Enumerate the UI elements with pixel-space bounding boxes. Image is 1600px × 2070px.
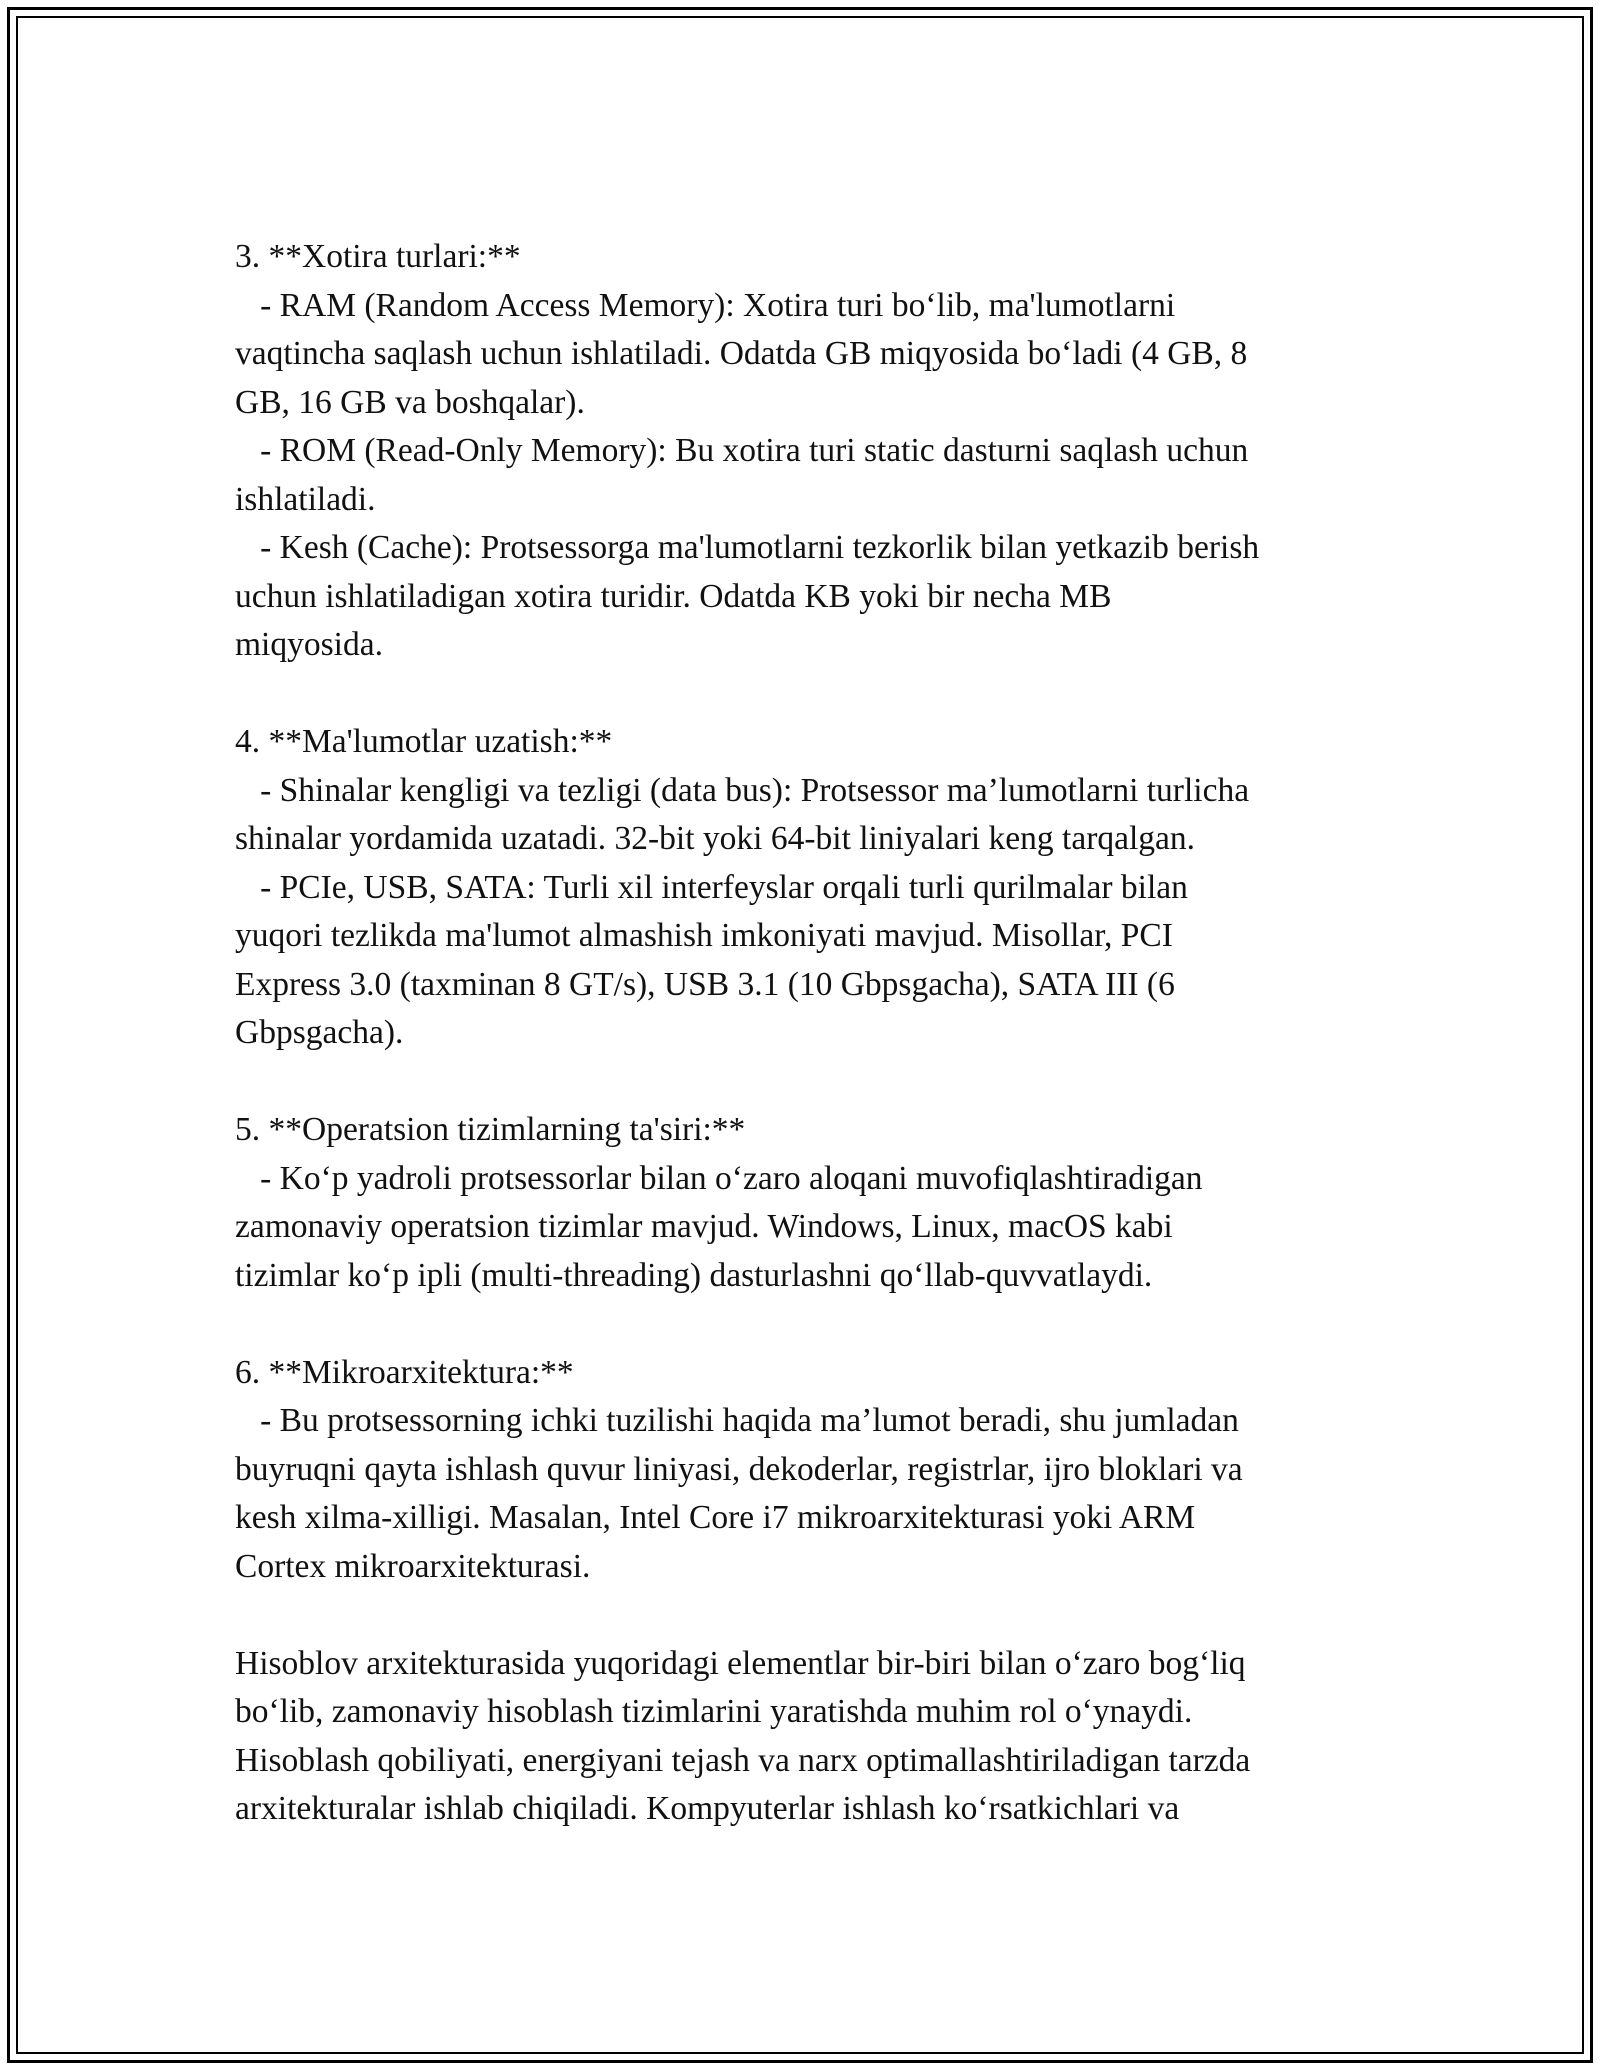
text-line: buyruqni qayta ishlash quvur liniyasi, dekoderlar, registrlar, ijro bloklari va: [235, 1450, 1243, 1488]
text-line: shinalar yordamida uzatadi. 32-bit yoki 64-bit liniyalari keng tarqalgan.: [235, 820, 1196, 857]
text-line: ishlatiladi.: [235, 480, 376, 518]
section-microarchitecture: [235, 1349, 1375, 1592]
section-heading: 6. **Mikroarxitektura:**: [235, 1353, 574, 1391]
text-line: miqyosida.: [235, 626, 383, 663]
section-operating-systems: [235, 1106, 1375, 1300]
section-heading: 5. **Operatsion tizimlarning ta'siri:**: [235, 1111, 746, 1148]
text-line: yuqori tezlikda ma'lumot almashish imkoniyati mavjud. Misollar, PCI: [235, 917, 1173, 954]
text-line: arxitekturalar ishlab chiqiladi. Kompyuterlar ishlash ko‘rsatkichlari va: [235, 1790, 1180, 1827]
section-data-transfer: [235, 718, 1375, 1058]
section-heading: 4. **Ma'lumotlar uzatish:**: [235, 723, 613, 760]
paragraph-gap: [235, 1058, 1375, 1107]
text-line: GB, 16 GB va boshqalar).: [235, 383, 585, 421]
section-heading: 3. **Xotira turlari:**: [235, 238, 521, 275]
text-line: - Bu protsessorning ichki tuzilishi haqida ma’lumot beradi, shu jumladan: [235, 1402, 1239, 1439]
text-line: tizimlar ko‘p ipli (multi-threading) dasturlashni qo‘llab-quvvatlaydi.: [235, 1256, 1153, 1294]
document-body: [235, 233, 1375, 1834]
text-line: - Ko‘p yadroli protsessorlar bilan o‘zaro aloqani muvofiqlashtiradigan: [235, 1159, 1203, 1197]
text-line: - PCIe, USB, SATA: Turli xil interfeyslar orqali turli qurilmalar bilan: [235, 868, 1188, 906]
text-line: - ROM (Read-Only Memory): Bu xotira turi static dasturni saqlash uchun: [235, 432, 1249, 469]
text-line: Gbpsgacha).: [235, 1014, 404, 1051]
paragraph-gap: [235, 1591, 1375, 1640]
text-line: - Shinalar kengligi va tezligi (data bus): Protsessor ma’lumotlarni turlicha: [235, 771, 1250, 809]
text-line: Hisoblash qobiliyati, energiyani tejash va narx optimallashtiriladigan tarzda: [235, 1741, 1251, 1779]
text-line: kesh xilma-xilligi. Masalan, Intel Core i7 mikroarxitekturasi yoki ARM: [235, 1499, 1196, 1536]
text-line: - Kesh (Cache): Protsessorga ma'lumotlarni tezkorlik bilan yetkazib berish: [235, 529, 1260, 566]
conclusion-paragraph: [235, 1640, 1375, 1834]
text-line: - RAM (Random Access Memory): Xotira turi bo‘lib, ma'lumotlarni: [235, 286, 1176, 324]
paragraph-gap: [235, 1300, 1375, 1349]
text-line: zamonaviy operatsion tizimlar mavjud. Windows, Linux, macOS kabi: [235, 1208, 1173, 1245]
paragraph-gap: [235, 670, 1375, 719]
text-line: vaqtincha saqlash uchun ishlatiladi. Odatda GB miqyosida bo‘ladi (4 GB, 8: [235, 335, 1248, 372]
text-line: Cortex mikroarxitekturasi.: [235, 1547, 591, 1585]
text-line: Express 3.0 (taxminan 8 GT/s), USB 3.1 (10 Gbpsgacha), SATA III (6: [235, 965, 1175, 1003]
section-memory-types: [235, 233, 1375, 670]
text-line: bo‘lib, zamonaviy hisoblash tizimlarini yaratishda muhim rol o‘ynaydi.: [235, 1693, 1193, 1730]
text-line: Hisoblov arxitekturasida yuqoridagi elementlar bir-biri bilan o‘zaro bog‘liq: [235, 1644, 1246, 1682]
text-line: uchun ishlatiladigan xotira turidir. Odatda KB yoki bir necha MB: [235, 577, 1112, 615]
